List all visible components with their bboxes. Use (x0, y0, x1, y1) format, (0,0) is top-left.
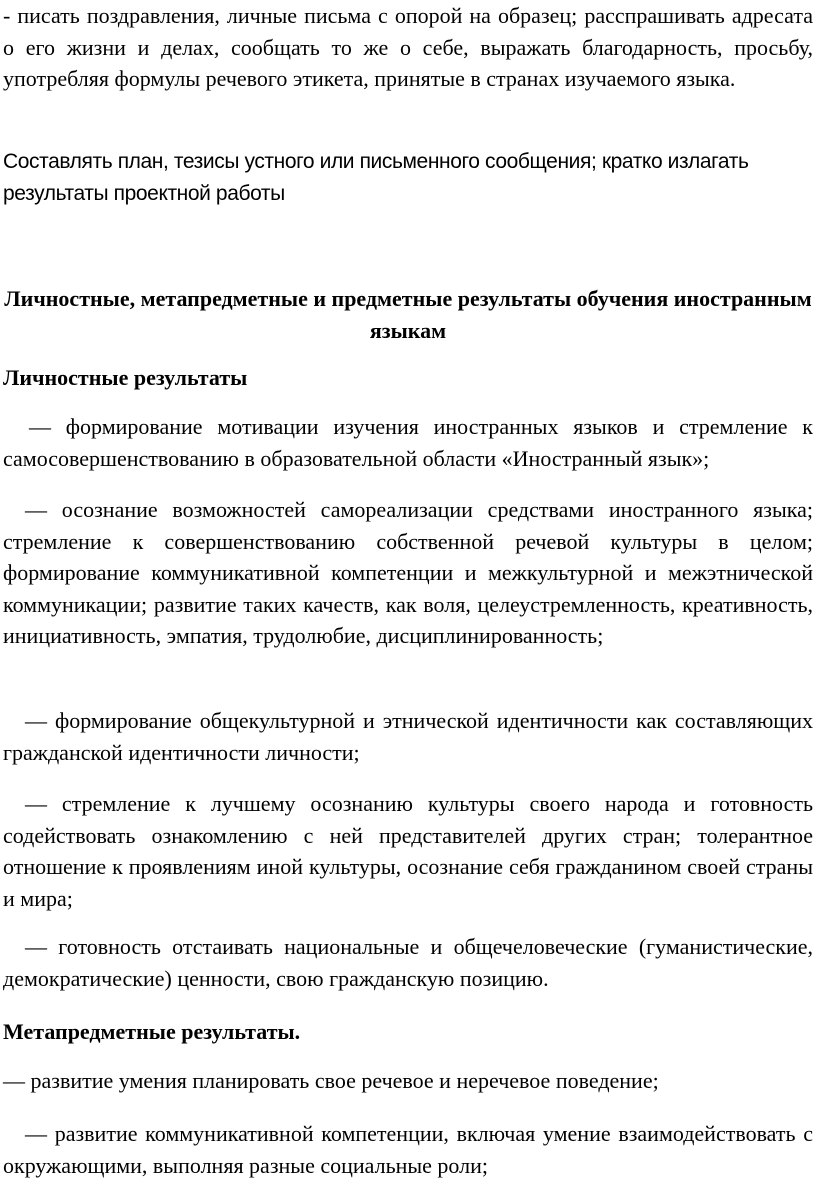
paragraph-letters: - писать поздравления, личные письма с опорой на образец; расспрашивать адресата о его жизни и делах, сообщать то же о себе, выражать благодарность, просьбу, употребляя формулы речевого этикета, принятые в странах изучаемого языка. (3, 3, 813, 91)
section-title: Личностные, метапредметные и предметные результаты обучения иностранным языкам (4, 286, 812, 343)
meta-results-heading: Метапредметные результаты. (3, 1019, 301, 1044)
personal-item-3: — формирование общекультурной и этнической идентичности как составляющих гражданской идентичности личности; (3, 708, 813, 765)
paragraph-plan: Составлять план, тезисы устного или письменного сообщения; кратко излагать результаты проектной работы (3, 150, 749, 205)
meta-item-1: — развитие умения планировать свое речевое и неречевое поведение; (3, 1068, 659, 1093)
personal-item-1: — формирование мотивации изучения иностранных языков и стремление к самосовершенствованию в образовательной области «Иностранный язык»; (3, 414, 813, 471)
meta-item-2: — развитие коммуникативной компетенции, включая умение взаимодействовать с окружающими, выполняя разные социальные роли; (3, 1121, 813, 1178)
personal-item-4: — стремление к лучшему осознанию культуры своего народа и готовность содействовать ознакомлению с ней представителей других стран; толерантное отношение к проявлениям иной культуры, осознание себя гражданином своей страны и мира; (3, 791, 813, 911)
personal-item-5: — готовность отстаивать национальные и общечеловеческие (гуманистические, демократические) ценности, свою гражданскую позицию. (3, 934, 813, 991)
personal-item-2: — осознание возможностей самореализации средствами иностранного языка; стремление к совершенствованию собственной речевой культуры в целом; формирование коммуникативной компетенции и межкультурной и межэтнической коммуникации; развитие таких качеств, как воля, целеустремленность, креативность, инициативность, эмпатия, трудолюбие, дисциплинированность; (3, 497, 813, 648)
personal-results-heading: Личностные результаты (3, 365, 248, 390)
